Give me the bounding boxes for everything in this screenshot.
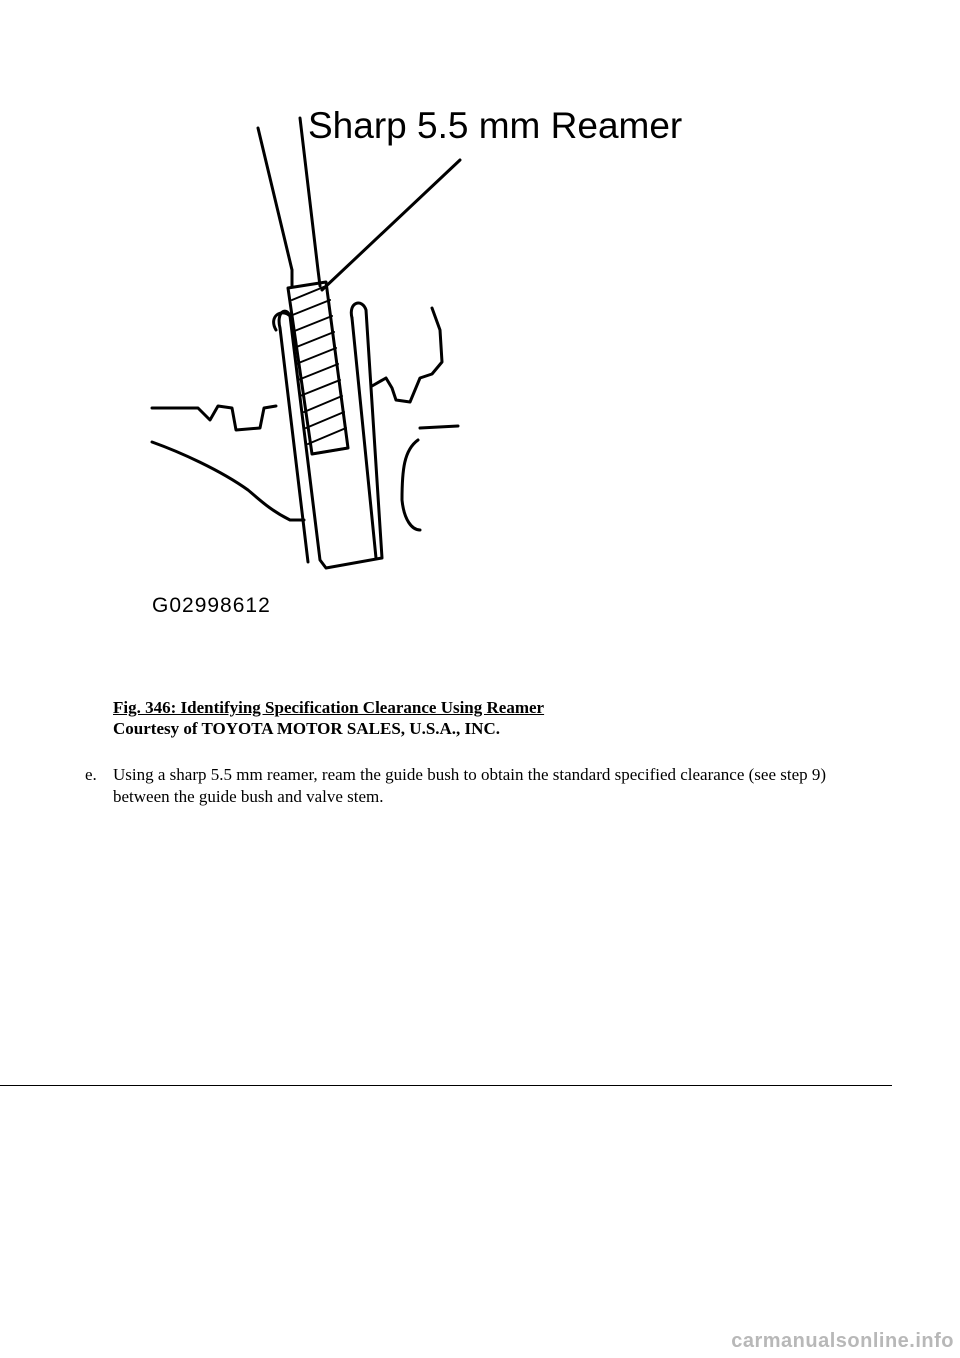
reamer-shank-left <box>258 128 292 270</box>
callout-leader-line <box>322 160 460 290</box>
footer-divider <box>0 1085 892 1086</box>
cylinder-head <box>152 308 458 530</box>
step-text: Using a sharp 5.5 mm reamer, ream the guide bush to obtain the standard specified clearance (see step 9) between the guide bush and valve stem. <box>113 765 827 806</box>
figure-code: G02998612 <box>152 594 271 617</box>
figure-caption <box>113 697 544 739</box>
reamer-diagram <box>140 90 780 630</box>
procedure-step <box>85 764 885 808</box>
watermark: carmanualsonline.info <box>731 1330 954 1352</box>
step-marker: e. <box>85 765 97 784</box>
caption-title[interactable]: Fig. 346: Identifying Specification Clearance Using Reamer <box>113 698 545 717</box>
callout-label: Sharp 5.5 mm Reamer <box>308 105 683 146</box>
caption-courtesy: Courtesy of TOYOTA MOTOR SALES, U.S.A., INC. <box>113 719 500 738</box>
reamer-figure <box>140 90 780 630</box>
